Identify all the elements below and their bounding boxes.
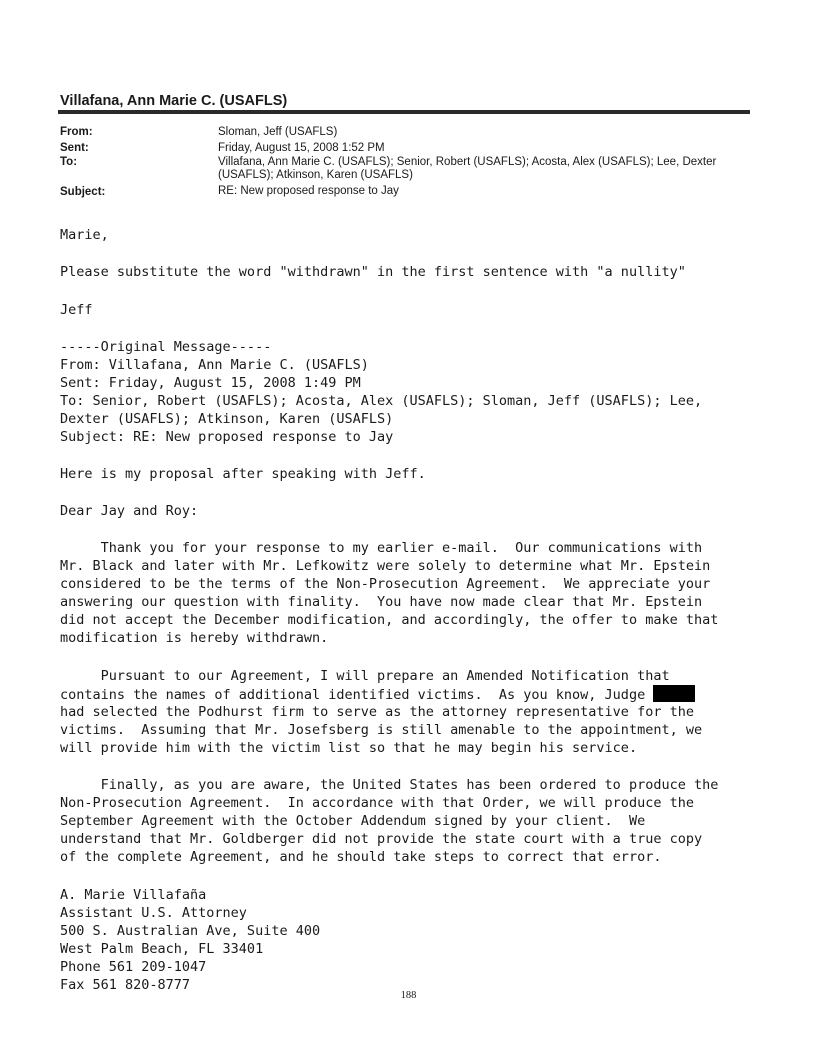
to-value: Villafana, Ann Marie C. (USAFLS); Senior, Robert (USAFLS); Acosta, Alex (USAFLS); Lee, Dexter (USAFLS); Atkinson, Karen (USAFLS) [218,156,717,181]
reply-signoff: Jeff [60,302,93,318]
mailbox-owner-name: Villafana, Ann Marie C. (USAFLS) [60,93,288,109]
subject-value: RE: New proposed response to Jay [218,185,399,197]
page-number: 188 [400,990,417,1001]
subject-label: Subject: [60,186,106,198]
original-to-line: To: Senior, Robert (USAFLS); Acosta, Alex (USAFLS); Sloman, Jeff (USAFLS); Lee, [60,393,703,409]
original-sent-line: Sent: Friday, August 15, 2008 1:49 PM [60,375,361,391]
letter-paragraph-3: Finally, as you are aware, the United States has been ordered to produce the Non-Prosecution Agreement. In accordance with that Order, we will produce the September Agreement with the October Addendum signed by your client. We understand that Mr. Goldberger did not provide the state court with a true copy of the complete Agreement, and he should take steps to correct that error. [60,777,719,865]
letter-paragraph-2-line-2 [60,685,760,704]
signature-phone: Phone 561 209-1047 [60,959,207,975]
letter-salutation: Dear Jay and Roy: [60,503,199,519]
letter-paragraph-2-line-1: Pursuant to our Agreement, I will prepare an Amended Notification that [60,668,670,684]
original-message-divider: -----Original Message----- [60,339,272,355]
letter-paragraph-2-line-2-text: contains the names of additional identified victims. As you know, Judge [60,687,654,703]
sent-value: Friday, August 15, 2008 1:52 PM [218,142,385,154]
original-from-line: From: Villafana, Ann Marie C. (USAFLS) [60,357,369,373]
letter-paragraph-2-rest: had selected the Podhurst firm to serve as the attorney representative for the victims. Assuming that Mr. Josefsberg is still amenable to the appointment, we will provide him with the victim list so that he may begin his service. [60,704,703,756]
signature-address-city: West Palm Beach, FL 33401 [60,941,264,957]
sent-label: Sent: [60,142,89,154]
to-label: To: [60,156,78,168]
redaction-block [653,685,695,702]
signature-name: A. Marie Villafaña [60,887,207,903]
header-divider [58,110,750,114]
signature-address-street: 500 S. Australian Ave, Suite 400 [60,923,321,939]
reply-body: Please substitute the word "withdrawn" in the first sentence with "a nullity" [60,264,686,280]
original-intro: Here is my proposal after speaking with Jeff. [60,466,426,482]
reply-greeting: Marie, [60,227,109,243]
from-value: Sloman, Jeff (USAFLS) [218,126,338,138]
from-label: From: [60,126,93,138]
original-to-line-continued: Dexter (USAFLS); Atkinson, Karen (USAFLS) [60,411,394,427]
signature-fax: Fax 561 820-8777 [60,977,191,993]
signature-title: Assistant U.S. Attorney [60,905,247,921]
letter-paragraph-1: Thank you for your response to my earlier e-mail. Our communications with Mr. Black and later with Mr. Lefkowitz were solely to determine what Mr. Epstein considered to be the terms of the Non-Prosecution Agreement. We appreciate your answering our question with finality. You have now made clear that Mr. Epstein did not accept the December modification, and accordingly, the offer to make that modification is hereby withdrawn. [60,540,719,646]
original-subject-line: Subject: RE: New proposed response to Jay [60,429,394,445]
